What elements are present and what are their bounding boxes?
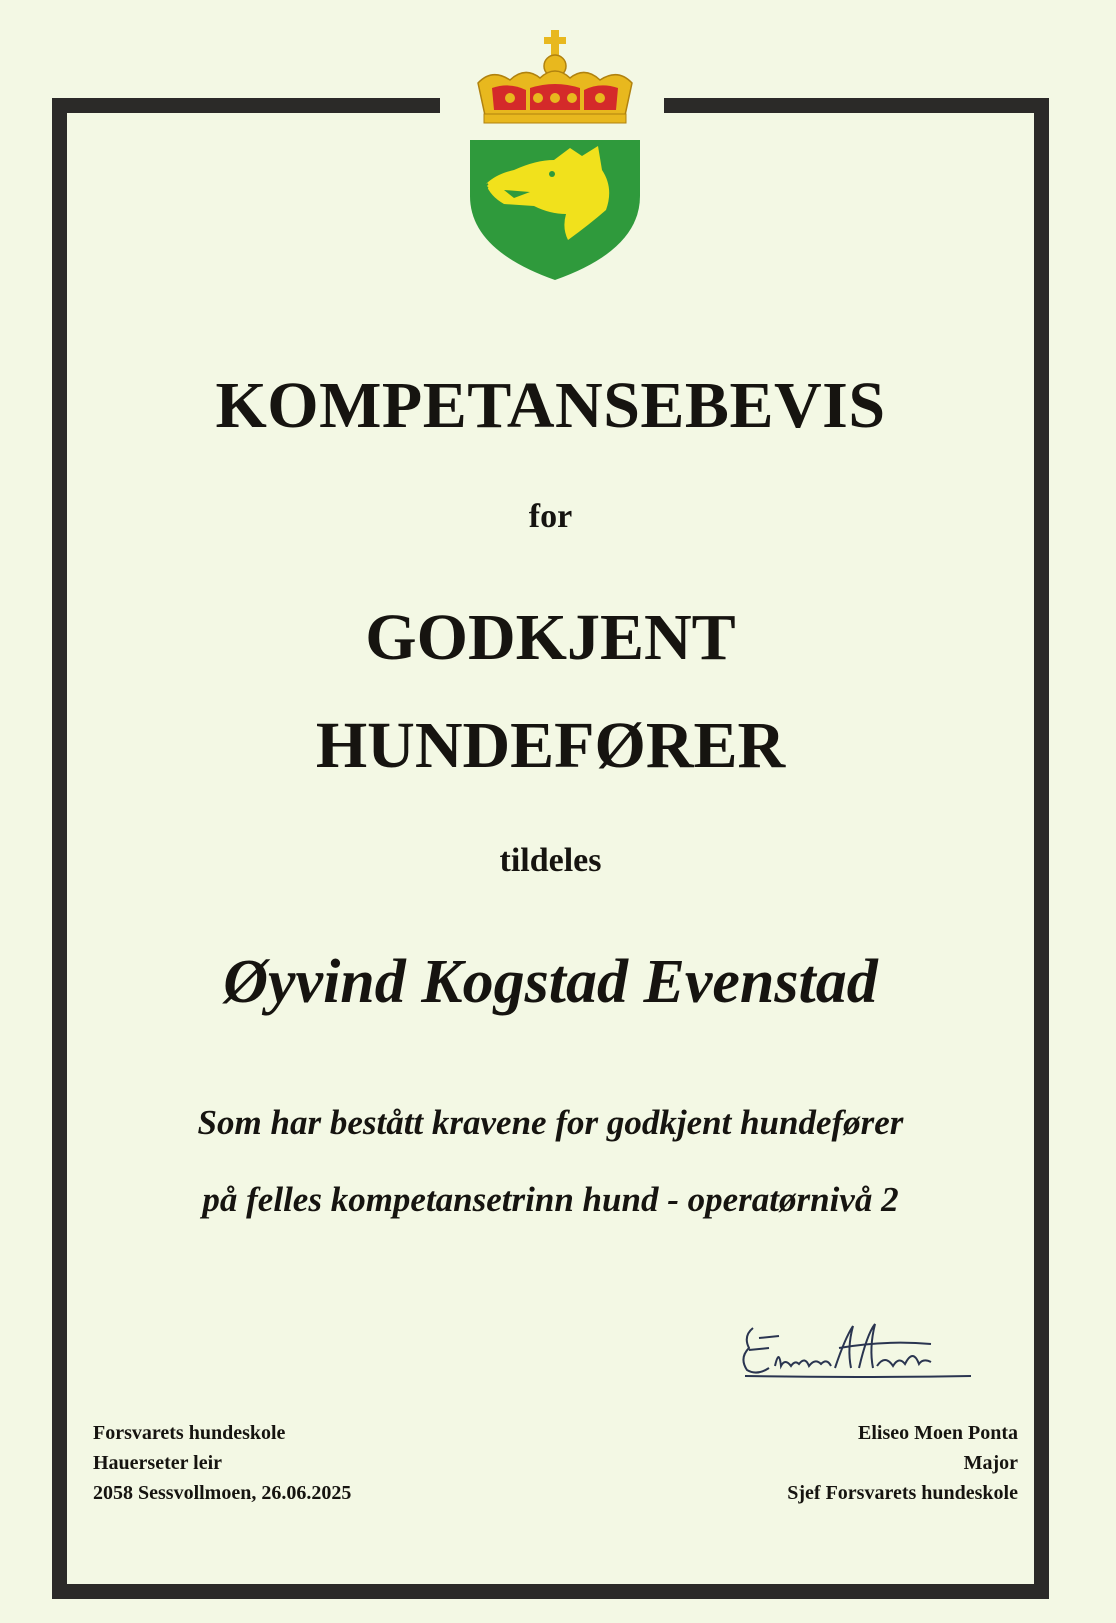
frame-right-border (1034, 98, 1049, 1598)
frame-top-right-border (664, 98, 1049, 113)
statement-line1: Som har bestått kravene for godkjent hundefører (197, 1103, 904, 1142)
frame-bottom-border (52, 1584, 1049, 1599)
frame-top-left-border (52, 98, 440, 113)
signer-name: Eliseo Moen Ponta (858, 1422, 1018, 1444)
certificate-title: KOMPETANSEBEVIS (215, 369, 886, 442)
signer-title: Sjef Forsvarets hundeskole (787, 1482, 1018, 1504)
frame-left-border (52, 98, 67, 1598)
signature-icon (735, 1318, 985, 1398)
recipient-name: Øyvind Kogstad Evenstad (223, 948, 878, 1016)
qualification-line1: GODKJENT (365, 601, 736, 674)
for-text: for (528, 498, 573, 535)
issuer-line1: Forsvarets hundeskole (93, 1422, 286, 1444)
qualification-line2: HUNDEFØRER (315, 709, 786, 782)
issuer-block (93, 1418, 351, 1508)
statement-line2: på felles kompetansetrinn hund - operatørnivå 2 (202, 1180, 899, 1219)
signer-rank: Major (963, 1452, 1018, 1474)
issuer-line3: 2058 Sessvollmoen, 26.06.2025 (93, 1482, 352, 1504)
issuer-line2: Hauerseter leir (93, 1452, 223, 1474)
signer-block (787, 1418, 1018, 1508)
awarded-text: tildeles (499, 842, 602, 879)
dog-emblem-icon (470, 28, 640, 283)
